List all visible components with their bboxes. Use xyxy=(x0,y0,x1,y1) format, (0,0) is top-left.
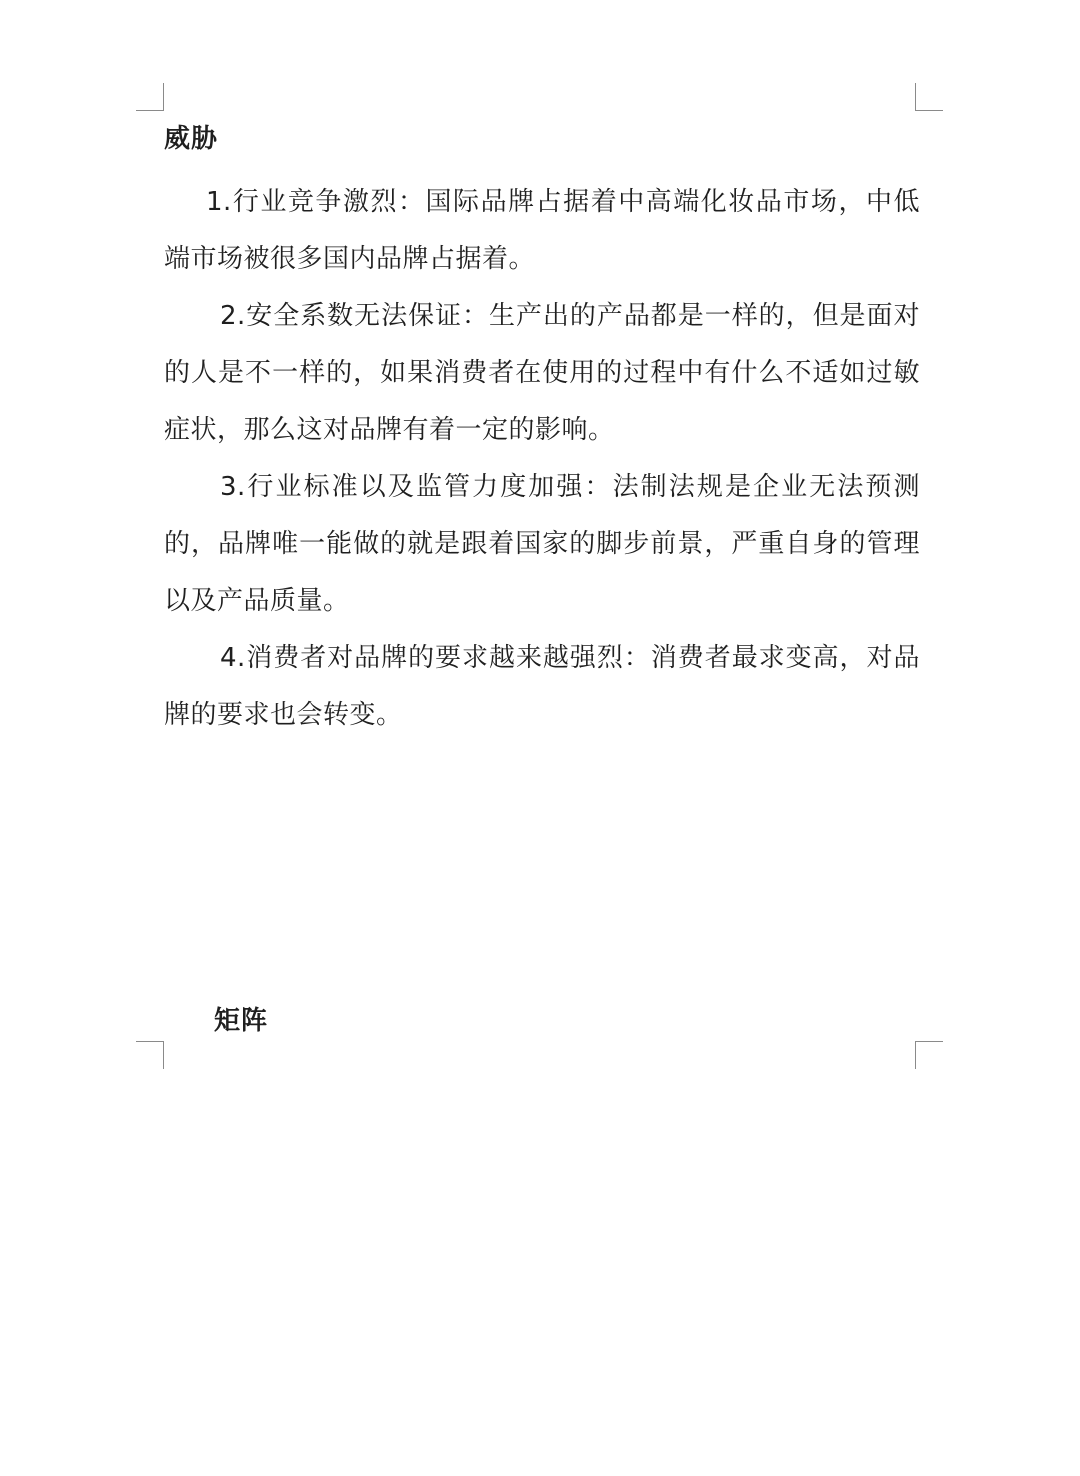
crop-mark-top-left xyxy=(136,83,164,111)
crop-mark-bottom-right xyxy=(915,1041,943,1069)
crop-mark-top-right xyxy=(915,83,943,111)
next-section-title: 矩阵 xyxy=(214,1006,269,1036)
crop-mark-bottom-left xyxy=(136,1041,164,1069)
paragraph-4: 4.消费者对品牌的要求越来越强烈：消费者最求变高，对品牌的要求也会转变。 xyxy=(164,643,920,730)
paragraph-2: 2.安全系数无法保证：生产出的产品都是一样的，但是面对的人是不一样的，如果消费者在使用的过程中有什么不适如过敏症状，那么这对品牌有着一定的影响。 xyxy=(164,301,920,445)
paragraph-3: 3.行业标准以及监管力度加强：法制法规是企业无法预测的，品牌唯一能做的就是跟着国家的脚步前景，严重自身的管理以及产品质量。 xyxy=(164,472,920,616)
document-body xyxy=(164,118,920,744)
paragraph-1: 1.行业竞争激烈：国际品牌占据着中高端化妆品市场，中低端市场被很多国内品牌占据着。 xyxy=(164,187,920,274)
section-title: 威胁 xyxy=(164,124,219,154)
